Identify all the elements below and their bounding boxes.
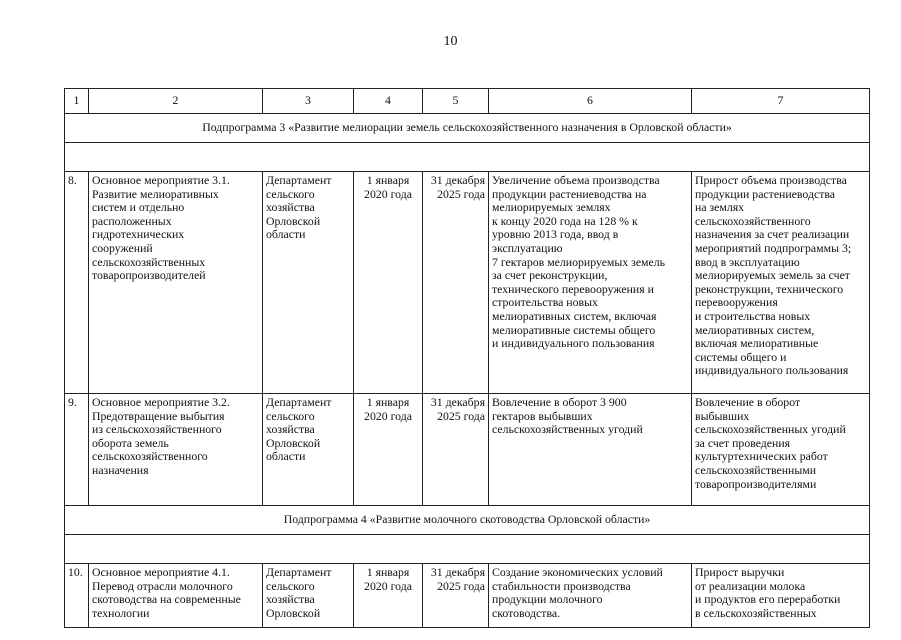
effect: Вовлечение в оборот выбывших сельскохозяйственных угодий за счет проведения культуртехнических работ сельскохозяйственными товаропроизводителями [692,394,870,506]
effect: Прирост выручки от реализации молока и продуктов его переработки в сельскохозяйственных [692,564,870,628]
table-row [65,394,870,506]
table-header-row [65,89,870,114]
table-row [65,564,870,628]
measure-name: Основное мероприятие 3.2. Предотвращение выбытия из сельскохозяйственного оборота земель сельскохозяйственного назначения [89,394,263,506]
spacer-cell [65,143,870,172]
start-date: 1 января 2020 года [354,394,423,506]
spacer-cell [65,535,870,564]
subprogram-row [65,506,870,535]
end-date: 31 декабря 2025 года [423,394,489,506]
column-header-1: 1 [65,89,89,114]
row-number: 9. [65,394,89,506]
measure-name: Основное мероприятие 3.1. Развитие мелиоративных систем и отдельно расположенных гидротехнических сооружений сельскохозяйственных товаропроизводителей [89,172,263,394]
row-number: 8. [65,172,89,394]
page-number: 10 [443,34,458,49]
expected-result: Создание экономических условий стабильности производства продукции молочного скотоводства. [489,564,692,628]
spacer-row [65,535,870,564]
end-date: 31 декабря 2025 года [423,564,489,628]
measures-table [64,88,870,628]
executor: Департамент сельского хозяйства Орловской области [263,172,354,394]
effect: Прирост объема производства продукции растениеводства на землях сельскохозяйственного назначения за счет реализации мероприятий подпрограммы 3; ввод в эксплуатацию мелиорируемых земель за счет реконструкции, технического перевооружения и строительства новых мелиоративных систем, включая мелиоративные системы общего и индивидуального пользования [692,172,870,394]
start-date: 1 января 2020 года [354,172,423,394]
end-date: 31 декабря 2025 года [423,172,489,394]
subprogram-row [65,114,870,143]
subprogram-3-title: Подпрограмма 3 «Развитие мелиорации земель сельскохозяйственного назначения в Орловской области» [65,114,870,143]
column-header-5: 5 [423,89,489,114]
expected-result: Вовлечение в оборот 3 900 гектаров выбывших сельскохозяйственных угодий [489,394,692,506]
table-row [65,172,870,394]
column-header-7: 7 [692,89,870,114]
column-header-6: 6 [489,89,692,114]
measure-name: Основное мероприятие 4.1. Перевод отрасли молочного скотоводства на современные технологии [89,564,263,628]
column-header-3: 3 [263,89,354,114]
spacer-row [65,143,870,172]
start-date: 1 января 2020 года [354,564,423,628]
subprogram-4-title: Подпрограмма 4 «Развитие молочного скотоводства Орловской области» [65,506,870,535]
executor: Департамент сельского хозяйства Орловской [263,564,354,628]
column-header-2: 2 [89,89,263,114]
column-header-4: 4 [354,89,423,114]
row-number: 10. [65,564,89,628]
expected-result: Увеличение объема производства продукции растениеводства на мелиорируемых землях к концу 2020 года на 128 % к уровню 2013 года, ввод в эксплуатацию 7 гектаров мелиорируемых земель за счет реконструкции, технического перевооружения и строительства новых мелиоративных систем, включая мелиоративные системы общего и индивидуального пользования [489,172,692,394]
executor: Департамент сельского хозяйства Орловской области [263,394,354,506]
